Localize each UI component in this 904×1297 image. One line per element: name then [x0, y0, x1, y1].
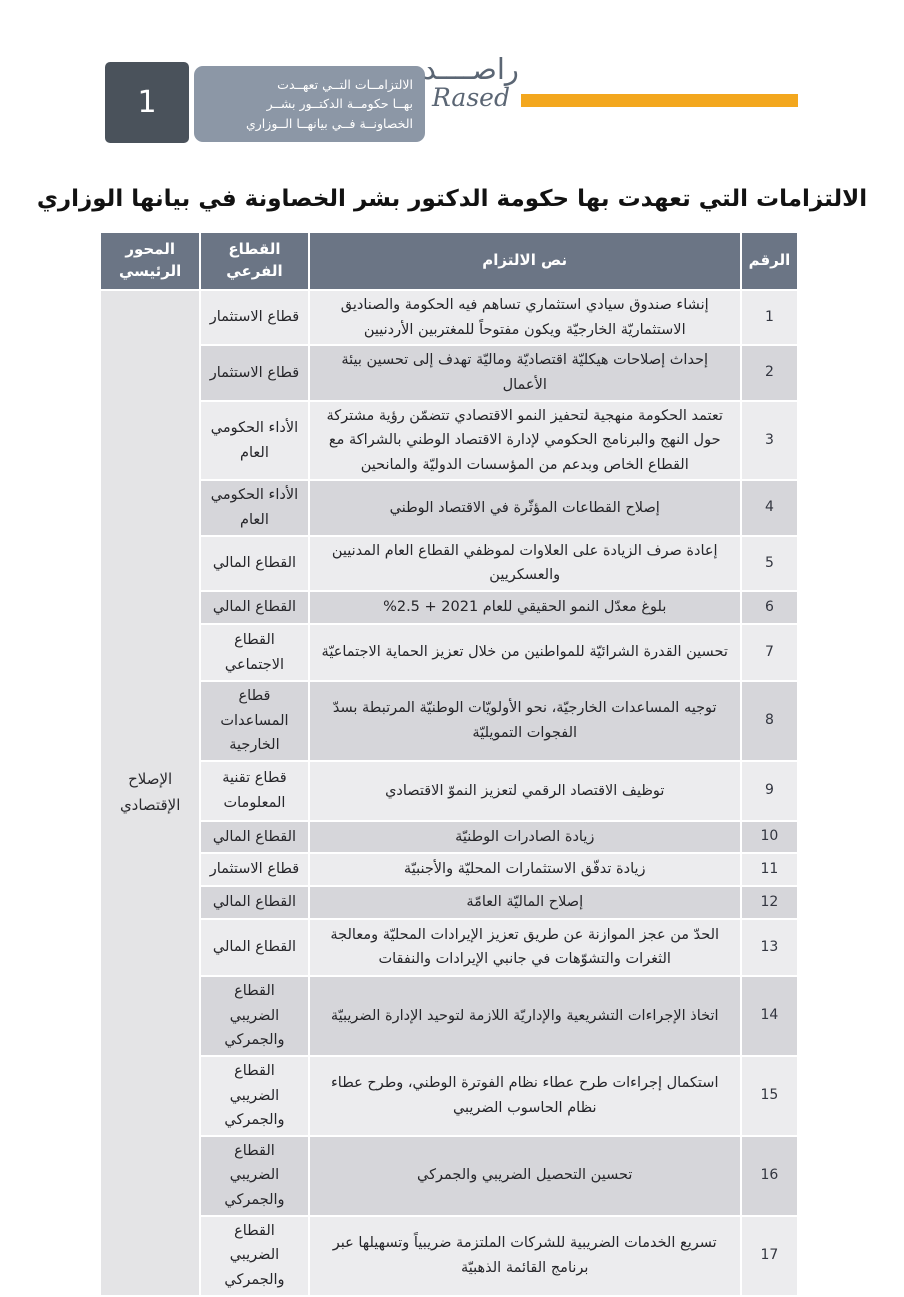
subsector: القطاع الاجتماعي	[201, 625, 307, 680]
page-number: 1	[137, 85, 157, 120]
commitment-text: زيادة تدفّق الاستثمارات المحليّة والأجنبيّة	[310, 854, 740, 885]
commitments-table	[99, 231, 799, 1297]
row-number: 8	[742, 682, 797, 760]
page-title: الالتزامات التي تعهدت بها حكومة الدكتور بشر الخصاونة في بيانها الوزاري	[36, 186, 868, 212]
subsector: قطاع المساعدات الخارجية	[201, 682, 307, 760]
column-header-commitment: نص الالتزام	[310, 233, 740, 289]
table-row	[101, 854, 797, 885]
subsector: القطاع الضريبي والجمركي	[201, 1057, 307, 1135]
commitment-text: توظيف الاقتصاد الرقمي لتعزيز النموّ الاقتصادي	[310, 762, 740, 820]
commitment-text: إنشاء صندوق سيادي استثماري تساهم فيه الحكومة والصناديق الاستثماريّة الخارجيّة ويكون مفتوحاً للمغتربين الأردنيين	[310, 291, 740, 344]
subsector: قطاع الاستثمار	[201, 291, 307, 344]
table-row	[101, 1217, 797, 1295]
commitment-text: إصلاح الماليّة العامّة	[310, 887, 740, 918]
row-number: 5	[742, 537, 797, 590]
commitment-text: توجيه المساعدات الخارجيّة، نحو الأولويّات الوطنيّة المرتبطة بسدّ الفجوات التمويليّة	[310, 682, 740, 760]
commitment-text: إعادة صرف الزيادة على العلاوات لموظفي القطاع العام المدنيين والعسكريين	[310, 537, 740, 590]
commitment-text: إصلاح القطاعات المؤثّرة في الاقتصاد الوطني	[310, 481, 740, 534]
table-row	[101, 920, 797, 975]
table-header-row	[101, 233, 797, 289]
row-number: 16	[742, 1137, 797, 1215]
table-row	[101, 682, 797, 760]
commitment-text: تحسين القدرة الشرائيّة للمواطنين من خلال تعزيز الحماية الاجتماعيّة	[310, 625, 740, 680]
commitments-table-body	[101, 291, 797, 1295]
subsector: القطاع المالي	[201, 537, 307, 590]
row-number: 7	[742, 625, 797, 680]
subsector: الأداء الحكومي العام	[201, 481, 307, 534]
commitment-text: زيادة الصادرات الوطنيّة	[310, 822, 740, 852]
subsector: الأداء الحكومي العام	[201, 402, 307, 480]
report-subject-line: الخصاونــة فــي بيانهــا الــوزاري	[245, 115, 413, 131]
report-subject-line: بهــا حكومــة الدكتــور بشــر	[266, 96, 413, 112]
table-row	[101, 402, 797, 480]
column-header-subsector: القطاع الفرعي	[201, 233, 307, 289]
commitment-text: تحسين التحصيل الضريبي والجمركي	[310, 1137, 740, 1215]
subsector: القطاع المالي	[201, 887, 307, 918]
subsector: قطاع الاستثمار	[201, 854, 307, 885]
table-row	[101, 481, 797, 534]
rased-logo	[419, 53, 523, 112]
subsector: قطاع تقنية المعلومات	[201, 762, 307, 820]
table-row	[101, 1057, 797, 1135]
subsector: القطاع المالي	[201, 920, 307, 975]
row-number: 14	[742, 977, 797, 1055]
commitment-text: تسريع الخدمات الضريبية للشركات الملتزمة ضريبياً وتسهيلها عبر برنامج القائمة الذهبيّة	[310, 1217, 740, 1295]
rased-logo-latin: Rased	[432, 83, 510, 113]
row-number: 3	[742, 402, 797, 480]
page-number-badge	[105, 62, 189, 143]
column-header-number: الرقم	[742, 233, 797, 289]
row-number: 13	[742, 920, 797, 975]
row-number: 15	[742, 1057, 797, 1135]
row-number: 1	[742, 291, 797, 344]
commitment-text: اتخاذ الإجراءات التشريعية والإداريّة اللازمة لتوحيد الإدارة الضريبيّة	[310, 977, 740, 1055]
report-subject-line: الالتزامــات التــي تعهــدت	[277, 77, 413, 92]
commitment-text: تعتمد الحكومة منهجية لتحفيز النمو الاقتصادي تتضمّن رؤية مشتركة حول النهج والبرنامج الحكومي لإدارة الاقتصاد الوطني بالشراكة مع القطاع الخاص وبدعم من المؤسسات الدوليّة والمانحين	[310, 402, 740, 480]
commitment-text: استكمال إجراءات طرح عطاء نظام الفوترة الوطني، وطرح عطاء نظام الحاسوب الضريبي	[310, 1057, 740, 1135]
subsector: قطاع الاستثمار	[201, 346, 307, 399]
main-axis-cell: الإصلاح الإقتصادي	[101, 291, 199, 1295]
row-number: 6	[742, 592, 797, 623]
rased-logo-arabic: راصــــد	[423, 52, 519, 86]
table-row	[101, 762, 797, 820]
row-number: 12	[742, 887, 797, 918]
commitment-text: بلوغ معدّل النمو الحقيقي للعام 2021 + 2.5%	[310, 592, 740, 623]
table-row	[101, 346, 797, 399]
subsector: القطاع المالي	[201, 822, 307, 852]
row-number: 11	[742, 854, 797, 885]
table-row	[101, 291, 797, 344]
row-number: 9	[742, 762, 797, 820]
subsector: القطاع الضريبي والجمركي	[201, 1217, 307, 1295]
subsector: القطاع الضريبي والجمركي	[201, 977, 307, 1055]
table-row	[101, 537, 797, 590]
table-row	[101, 887, 797, 918]
commitment-text: الحدّ من عجز الموازنة عن طريق تعزيز الإيرادات المحليّة ومعالجة الثغرات والتشوّهات في جانبي الإيرادات والنفقات	[310, 920, 740, 975]
table-row	[101, 977, 797, 1055]
subsector: القطاع الضريبي والجمركي	[201, 1137, 307, 1215]
commitment-text: إحداث إصلاحات هيكليّة اقتصاديّة وماليّة تهدف إلى تحسين بيئة الأعمال	[310, 346, 740, 399]
row-number: 4	[742, 481, 797, 534]
row-number: 2	[742, 346, 797, 399]
table-row	[101, 822, 797, 852]
row-number: 10	[742, 822, 797, 852]
accent-bar	[521, 94, 798, 107]
row-number: 17	[742, 1217, 797, 1295]
column-header-main-axis: المحور الرئيسي	[101, 233, 199, 289]
subsector: القطاع المالي	[201, 592, 307, 623]
table-row	[101, 1137, 797, 1215]
table-row	[101, 625, 797, 680]
table-row	[101, 592, 797, 623]
report-subject-box	[194, 66, 425, 142]
